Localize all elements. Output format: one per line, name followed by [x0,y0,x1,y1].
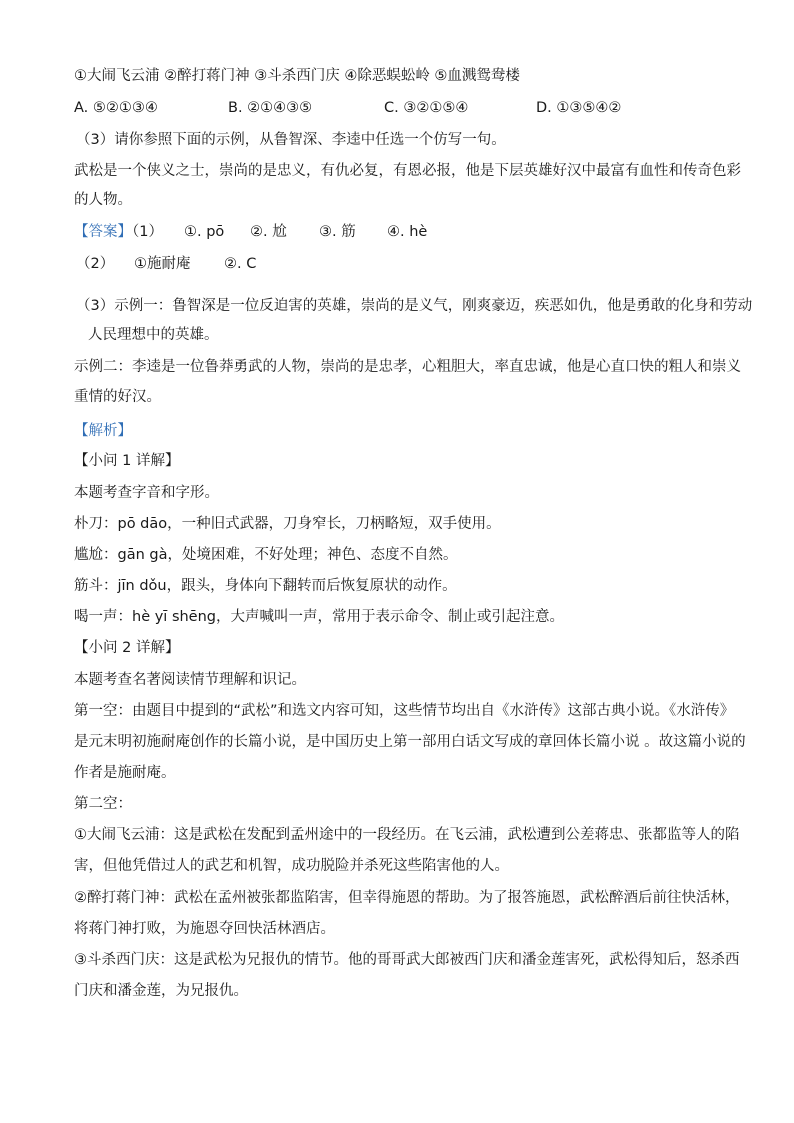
question-3-prompt: （3）请你参照下面的示例，从鲁智深、李逵中任选一个仿写一句。 [76,132,506,148]
subsection-1-line-2: 尴尬：gān gà，处境困难，不好处理；神色、态度不自然。 [74,547,458,563]
answer-q2-a: ①施耐庵 [134,256,191,272]
answer-q1-number: （1） [132,224,163,240]
subsection-2-heading: 【小问 2 详解】 [74,640,180,656]
answer-q3-line-3: 示例二：李逵是一位鲁莽勇武的人物，崇尚的是忠孝，心粗胆大，率直忠诚，他是心直口快的粗人和崇义 [74,359,741,375]
plot-1-line-2: 害，但他凭借过人的武艺和机智，成功脱险并杀死这些陷害他的人。 [74,858,509,874]
plot-2-line-2: 将蒋门神打败，为施恩夺回快活林酒店。 [74,921,335,937]
plot-3-line-2: 门庆和潘金莲，为兄报仇。 [74,983,248,999]
subsection-1-line-3: 筋斗：jīn dǒu，跟头，身体向下翻转而后恢复原状的动作。 [74,578,457,594]
answer-row-2 [76,254,736,274]
plot-3-line-1: ③斗杀西门庆：这是武松为兄报仇的情节。他的哥哥武大郎被西门庆和潘金莲害死，武松得知后，怒杀西 [74,952,740,968]
answer-q1-a: ①. pō [184,224,225,240]
option-a: A. ⑤②①③④ [74,100,158,116]
analysis-label: 【解析】 [74,423,132,439]
answer-q1-b: ②. 尬 [250,224,287,240]
answer-q3-line-1: （3）示例一：鲁智深是一位反迫害的英雄，崇尚的是义气，刚爽豪迈，疾恶如仇，他是勇敢的化身和劳动 [76,298,753,314]
subsection-2-line-2: 是元末明初施耐庵创作的长篇小说，是中国历史上第一部用白话文写成的章回体长篇小说 。故这篇小说的 [74,734,746,750]
subsection-2-line-1: 第一空：由题目中提到的“武松”和选文内容可知，这些情节均出自《水浒传》这部古典小说。《水浒传》 [74,703,735,719]
example-line-1: 武松是一个侠义之士，崇尚的是忠义，有仇必复，有恩必报，他是下层英雄好汉中最富有血性和传奇色彩 [74,163,741,179]
subsection-2-intro: 本题考查名著阅读情节理解和识记。 [74,672,306,688]
answer-label: 【答案】 [74,224,132,240]
answer-q1-c: ③. 筋 [319,224,356,240]
plot-1-line-1: ①大闹飞云浦：这是武松在发配到孟州途中的一段经历。在飞云浦，武松遭到公差蒋忠、张都监等人的陷 [74,827,740,843]
answer-q2-b: ②. C [224,256,257,272]
option-b: B. ②①④③⑤ [228,100,313,116]
answer-row-1 [74,222,734,242]
subsection-1-intro: 本题考查字音和字形。 [74,485,219,501]
answer-q1-d: ④. hè [387,224,428,240]
answer-q3-line-4: 重情的好汉。 [74,389,161,405]
plot-2-line-1: ②醉打蒋门神：武松在孟州被张都监陷害，但幸得施恩的帮助。为了报答施恩，武松醉酒后前往快活林， [74,890,740,906]
subsection-1-line-4: 喝一声：hè yī shēng，大声喊叫一声，常用于表示命令、制止或引起注意。 [74,609,564,625]
subsection-2-line-3: 作者是施耐庵。 [74,765,176,781]
subsection-2-blank-2: 第二空： [74,796,132,812]
question-2-items: ①大闹飞云浦 ②醉打蒋门神 ③斗杀西门庆 ④除恶蜈蚣岭 ⑤血溅鸳鸯楼 [74,68,520,84]
option-c: C. ③②①⑤④ [384,100,469,116]
option-d: D. ①③⑤④② [536,100,622,116]
answer-q2-number: （2） [76,256,115,272]
answer-q3-line-2: 人民理想中的英雄。 [88,327,219,343]
example-line-2: 的人物。 [74,192,132,208]
subsection-1-line-1: 朴刀：pō dāo，一种旧式武器，刀身窄长，刀柄略短，双手使用。 [74,516,501,532]
subsection-1-heading: 【小问 1 详解】 [74,453,180,469]
